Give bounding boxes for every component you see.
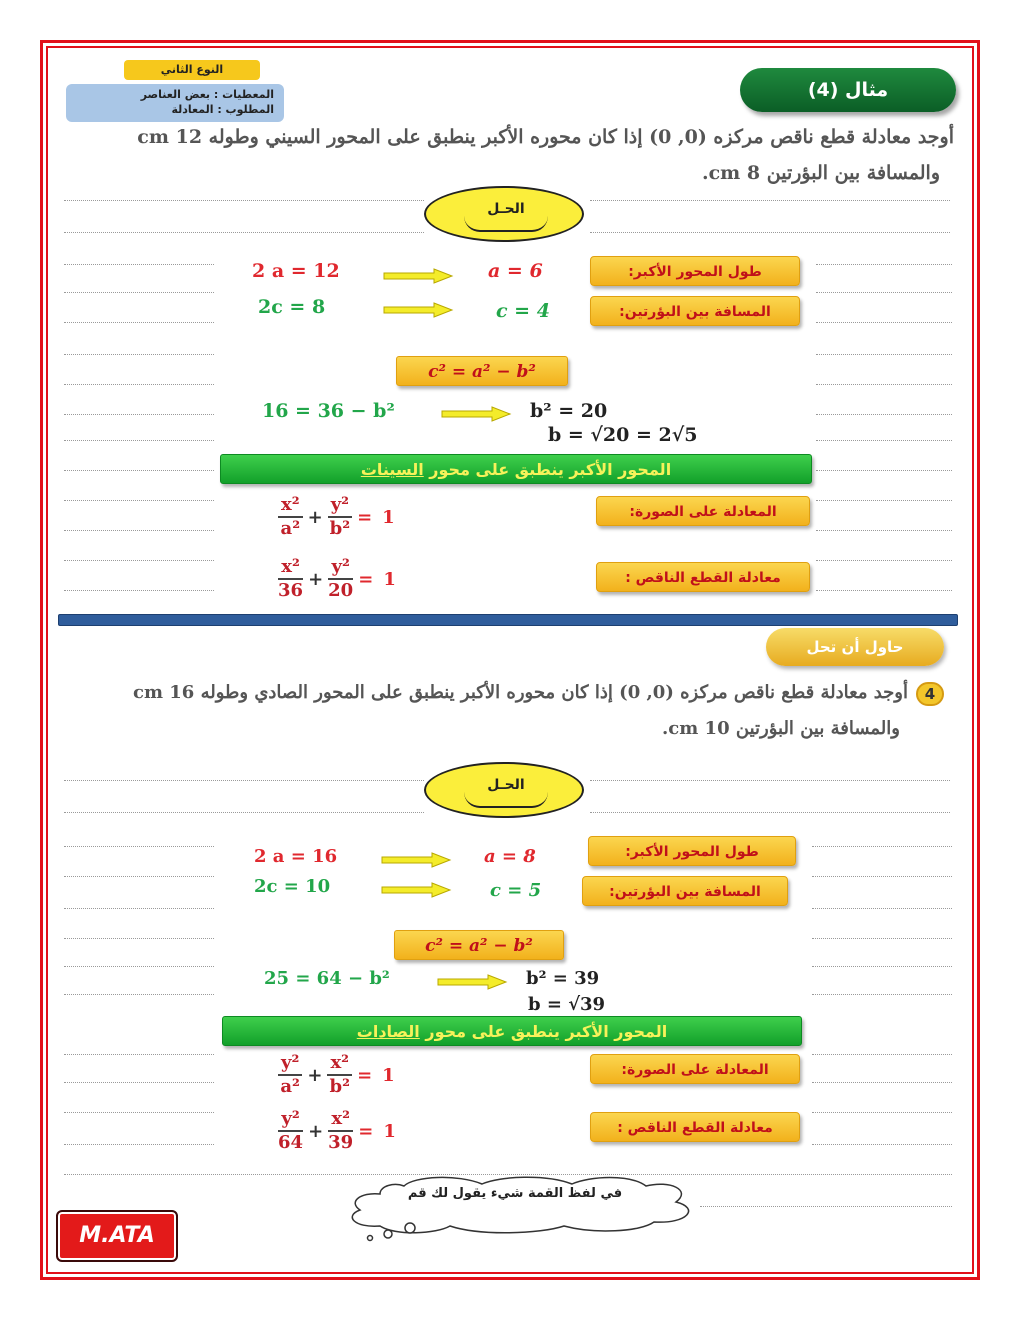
answer-line (64, 440, 214, 441)
answer-line (64, 322, 214, 323)
fraction (328, 556, 353, 602)
rhs-value: 1 (383, 1120, 396, 1142)
fraction (278, 1108, 303, 1154)
answer-line (816, 264, 952, 265)
answer-line (816, 292, 952, 293)
answer-line (64, 384, 214, 385)
eq-a-value: a = 8 (484, 846, 536, 867)
given-text: المعطيات : بعض العناصر (140, 88, 274, 101)
b-squared-value: b² = 39 (526, 968, 600, 989)
foci-distance-label: المسافة بين البؤرتين: (582, 876, 788, 906)
b-squared-value: b² = 20 (530, 400, 608, 422)
answer-line (816, 354, 952, 355)
numerator: y² (278, 1052, 302, 1076)
section-divider (58, 614, 958, 626)
fraction (278, 556, 303, 602)
calc-equation (262, 400, 395, 422)
eq-a-value: a = 6 (488, 260, 543, 282)
answer-line (812, 938, 952, 939)
general-form-label: المعادلة على الصورة: (596, 496, 810, 526)
answer-line (812, 908, 952, 909)
answer-line (812, 966, 952, 967)
answer-line (816, 500, 952, 501)
fraction (327, 1052, 352, 1098)
author-logo: M.ATA (56, 1210, 178, 1262)
banner-prefix: المحور الأكبر ينطبق على محور (419, 1022, 668, 1041)
denominator: 20 (328, 580, 354, 601)
thought-cloud-icon (340, 1168, 704, 1248)
answer-line (816, 530, 952, 531)
answer-line (64, 846, 214, 847)
answer-line (64, 232, 424, 233)
answer-line (64, 264, 214, 265)
foci-distance-label: المسافة بين البؤرتين: (590, 296, 800, 326)
eq-c-value: c = 5 (490, 880, 542, 901)
rhs-value: 1 (382, 1064, 395, 1086)
plus-sign: + (308, 1120, 324, 1142)
banner-prefix: المحور الأكبر ينطبق على محور (423, 460, 672, 479)
example-question-line1: أوجد معادلة قطع ناقص مركزه (0, 0) إذا كان محوره الأكبر ينطبق على المحور السيني وطوله 12 cm (137, 126, 954, 148)
answer-line (816, 560, 952, 561)
b-value: b = √20 = 2√5 (548, 424, 698, 446)
relation-formula: c² = a² − b² (394, 930, 564, 960)
numerator: x² (328, 1108, 353, 1132)
banner-axis: الصادات (356, 1022, 420, 1041)
eq-2a: 2 a = 16 (254, 846, 338, 867)
answer-line (812, 1112, 952, 1113)
answer-line (64, 1144, 214, 1145)
calc-left: 25 = 64 − b² (264, 968, 390, 989)
required-text: المطلوب : المعادلة (171, 103, 274, 116)
practice-question-line1: أوجد معادلة قطع ناقص مركزه (0, 0) إذا كان محوره الأكبر ينطبق على المحور الصادي وطوله 16 cm (132, 682, 908, 703)
general-form-equation (278, 1052, 400, 1098)
answer-line (64, 560, 214, 561)
b-value: b = √39 (528, 994, 606, 1015)
equals-sign: = (357, 1064, 373, 1086)
answer-line (64, 292, 214, 293)
rhs-value: 1 (382, 506, 395, 528)
calc-left: 16 = 36 − b² (262, 400, 395, 422)
answer-line (64, 354, 214, 355)
eq-2c: 2c = 10 (254, 876, 331, 897)
answer-line (64, 1082, 214, 1083)
final-equation (278, 1108, 401, 1154)
type-tag: النوع الثاني (124, 60, 260, 80)
smile-icon (464, 792, 548, 808)
denominator: 64 (278, 1132, 304, 1153)
fraction (278, 1052, 302, 1098)
final-equation (278, 556, 401, 602)
answer-line (64, 876, 214, 877)
given-required-box (66, 84, 284, 122)
answer-line (590, 780, 950, 781)
answer-line (590, 812, 950, 813)
answer-line (64, 500, 214, 501)
answer-line (590, 200, 950, 201)
rhs-value: 1 (383, 568, 396, 590)
numerator: x² (278, 494, 303, 518)
calc-equation (264, 968, 390, 989)
answer-line (64, 590, 214, 591)
answer-line (64, 530, 214, 531)
axis-banner (220, 454, 812, 484)
general-form-label: المعادلة على الصورة: (590, 1054, 800, 1084)
answer-line (812, 876, 952, 877)
denominator: a² (280, 1076, 300, 1097)
answer-line (590, 232, 950, 233)
answer-line (64, 938, 214, 939)
answer-line (64, 812, 424, 813)
numerator: y² (328, 494, 352, 518)
ellipse-equation-label: معادلة القطع الناقص : (596, 562, 810, 592)
answer-line (812, 846, 952, 847)
axis-banner (222, 1016, 802, 1046)
relation-formula: c² = a² − b² (396, 356, 568, 386)
answer-line (64, 200, 424, 201)
arrow-right-icon (382, 302, 454, 318)
answer-line (816, 440, 952, 441)
major-axis-label: طول المحور الأكبر: (588, 836, 796, 866)
fraction (328, 1108, 353, 1154)
solution-label: الحـل (487, 201, 525, 217)
practice-question-line2: والمسافة بين البؤرتين 10 cm. (661, 718, 900, 739)
answer-line (64, 780, 424, 781)
solution-badge (424, 186, 584, 242)
numerator: x² (278, 556, 303, 580)
answer-line (816, 470, 952, 471)
denominator: a² (280, 518, 301, 539)
eq-2c: 2c = 8 (258, 296, 326, 318)
answer-line (64, 1112, 214, 1113)
equals-sign: = (358, 1120, 374, 1142)
practice-title: حاول أن تحل (766, 628, 944, 666)
denominator: 36 (278, 580, 304, 601)
numerator: y² (278, 1108, 303, 1132)
plus-sign: + (307, 1064, 323, 1086)
answer-line (64, 470, 214, 471)
eq-c-value: c = 4 (496, 300, 550, 322)
smile-icon (464, 216, 548, 232)
answer-line (64, 908, 214, 909)
arrow-right-icon (382, 268, 454, 284)
answer-line (64, 1054, 214, 1055)
answer-line (700, 1206, 952, 1207)
answer-line (816, 384, 952, 385)
arrow-right-icon (380, 882, 452, 898)
denominator: b² (329, 518, 351, 539)
banner-axis: السينات (360, 460, 424, 479)
practice-number: 4 (916, 682, 944, 706)
ellipse-equation-label: معادلة القطع الناقص : (590, 1112, 800, 1142)
general-form-equation (278, 494, 400, 540)
arrow-right-icon (440, 406, 512, 422)
equals-sign: = (357, 506, 373, 528)
answer-line (816, 590, 952, 591)
answer-line (64, 994, 214, 995)
answer-line (816, 322, 952, 323)
denominator: 39 (328, 1132, 354, 1153)
fraction (278, 494, 303, 540)
answer-line (64, 966, 214, 967)
fraction (328, 494, 352, 540)
equals-sign: = (358, 568, 374, 590)
eq-2a: 2 a = 12 (252, 260, 340, 282)
answer-line (812, 1082, 952, 1083)
solution-label: الحـل (487, 777, 525, 793)
numerator: y² (328, 556, 353, 580)
arrow-right-icon (436, 974, 508, 990)
answer-line (64, 414, 214, 415)
answer-line (812, 1144, 952, 1145)
plus-sign: + (308, 568, 324, 590)
major-axis-label: طول المحور الأكبر: (590, 256, 800, 286)
answer-line (812, 1054, 952, 1055)
example-question-line2: والمسافة بين البؤرتين 8 cm. (701, 162, 940, 184)
answer-line (812, 994, 952, 995)
example-title: مثال (4) (740, 68, 956, 112)
answer-line (816, 414, 952, 415)
numerator: x² (327, 1052, 352, 1076)
arrow-right-icon (380, 852, 452, 868)
cloud-quote: في لفظ القمة شيء يقول لك قم (407, 1186, 623, 1201)
solution-badge (424, 762, 584, 818)
denominator: b² (329, 1076, 350, 1097)
plus-sign: + (307, 506, 323, 528)
